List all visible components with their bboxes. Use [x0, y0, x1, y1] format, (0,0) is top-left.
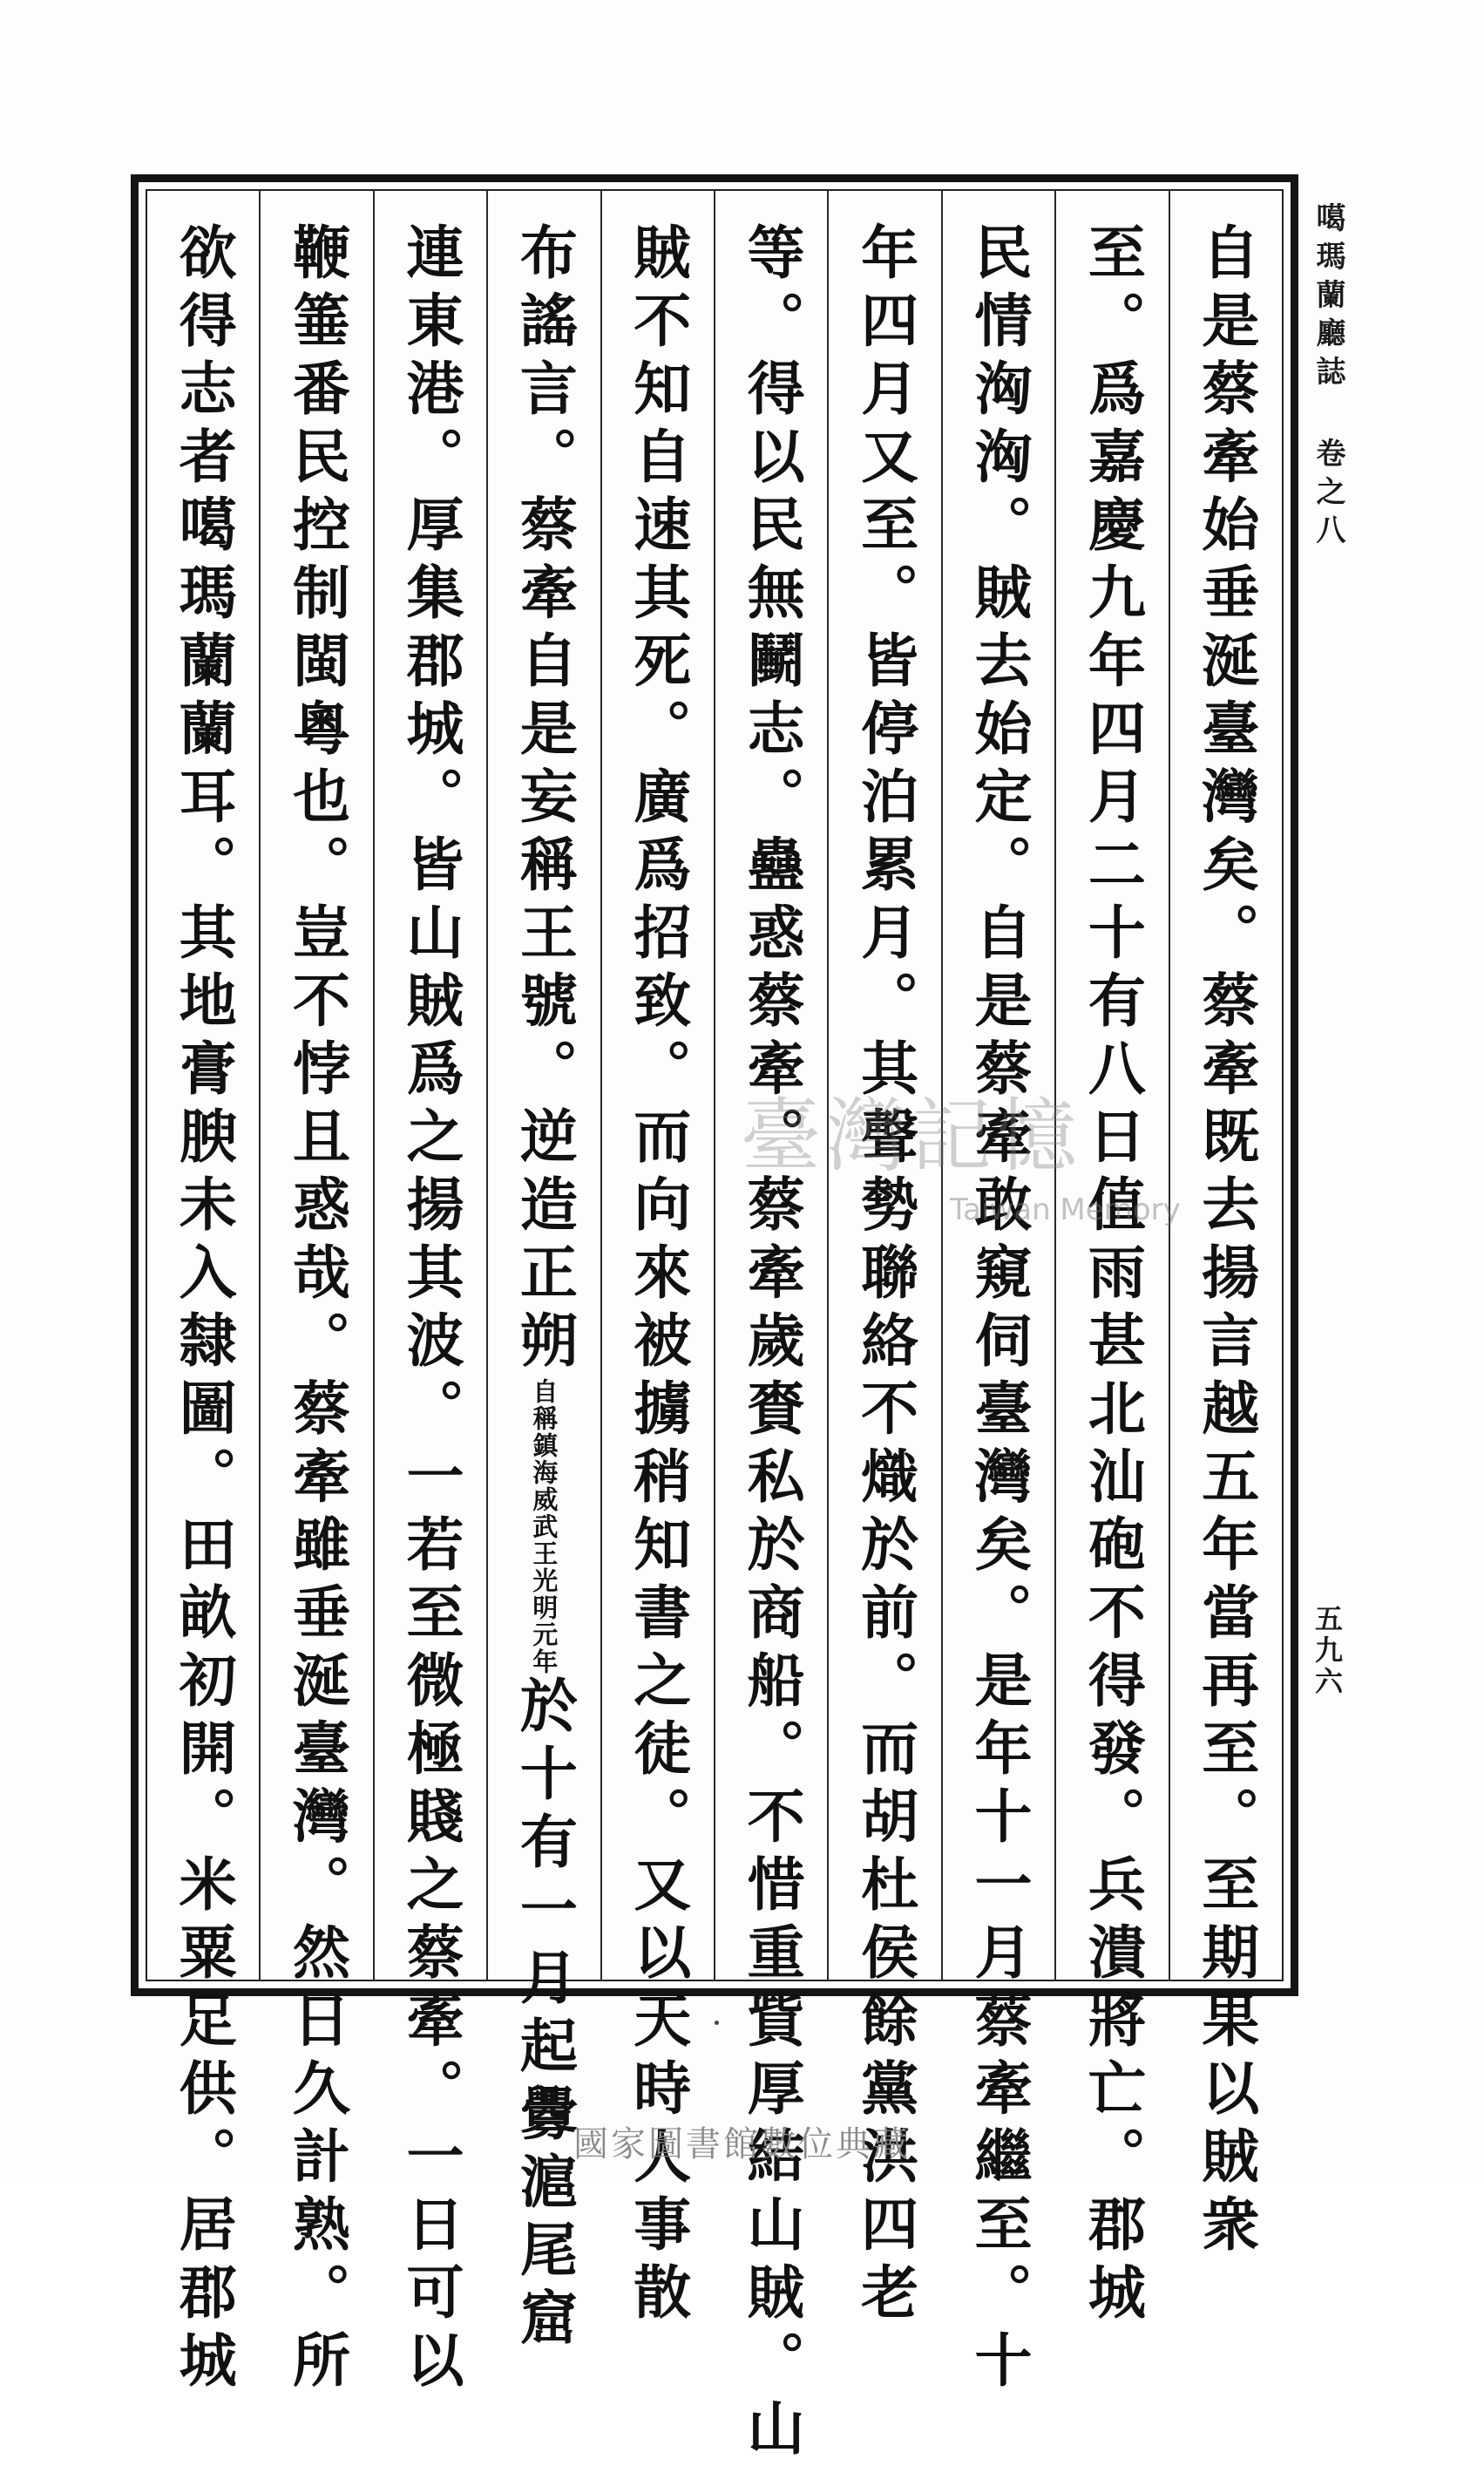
column-text: 民情洶洶。賊去始定。自是蔡牽敢窺伺臺灣矣。是年十一月蔡牽繼至。十 — [964, 222, 1033, 2398]
column-text: 鞭箠番民控制閩粵也。豈不悖且惑哉。蔡牽雖垂涎臺灣。然日久計熟。所 — [282, 222, 351, 2398]
column-text-before-note: 布謠言。蔡牽自是妄稱王號。逆造正朔 — [510, 222, 579, 1378]
footer-credit: 國家圖書館數位典藏 — [573, 2124, 911, 2164]
column-text: 連東港。厚集郡城。皆山賊爲之揚其波。一若至微極賤之蔡牽。一日可以 — [396, 222, 464, 2398]
running-title — [1307, 202, 1350, 553]
book-title: 噶瑪蘭廳誌 — [1311, 202, 1345, 394]
column-text: 至。爲嘉慶九年四月二十有八日值雨甚北汕砲不得發。兵潰將亡。郡城 — [1078, 222, 1147, 2330]
text-column — [488, 191, 601, 2355]
text-column — [602, 191, 715, 2330]
column-text: 年四月又至。皆停泊累月。其聲勢聯絡不熾於前。而胡杜侯餘黨洪四老 — [850, 222, 919, 2330]
text-column — [261, 191, 374, 2398]
print-speck — [715, 2021, 719, 2025]
volume-label: 卷之八 — [1311, 438, 1345, 553]
text-column — [375, 191, 488, 2398]
text-column — [147, 191, 261, 2398]
column-text: 欲得志者噶瑪蘭蘭耳。其地膏腴未入隸圖。田畝初開。米粟足供。居郡城 — [169, 222, 238, 2398]
column-text: 等。得以民無鬭志。蠱惑蔡牽。蔡牽歲賚私於商船。不惜重貲厚結山賊。山 — [737, 222, 806, 2466]
column-text: 自是蔡牽始垂涎臺灣矣。蔡牽既去揚言越五年當再至。至期果以賊衆 — [1191, 222, 1260, 2262]
column-text: 賊不知自速其死。廣爲招致。而向來被擄稍知書之徒。又以天時人事散 — [623, 222, 692, 2330]
column-text-after-note: 於十有一月起釁滬尾窟 — [510, 1675, 579, 2355]
page-number: 五九六 — [1311, 1604, 1344, 1698]
text-column — [1170, 191, 1282, 2262]
interlinear-note: 自稱鎮海威武王光明元年 — [529, 1378, 559, 1675]
watermark-sub: Taiwan Memory — [950, 1192, 1181, 1227]
watermark-main: 臺灣記憶 — [741, 1090, 1083, 1183]
column-text — [510, 222, 579, 2355]
